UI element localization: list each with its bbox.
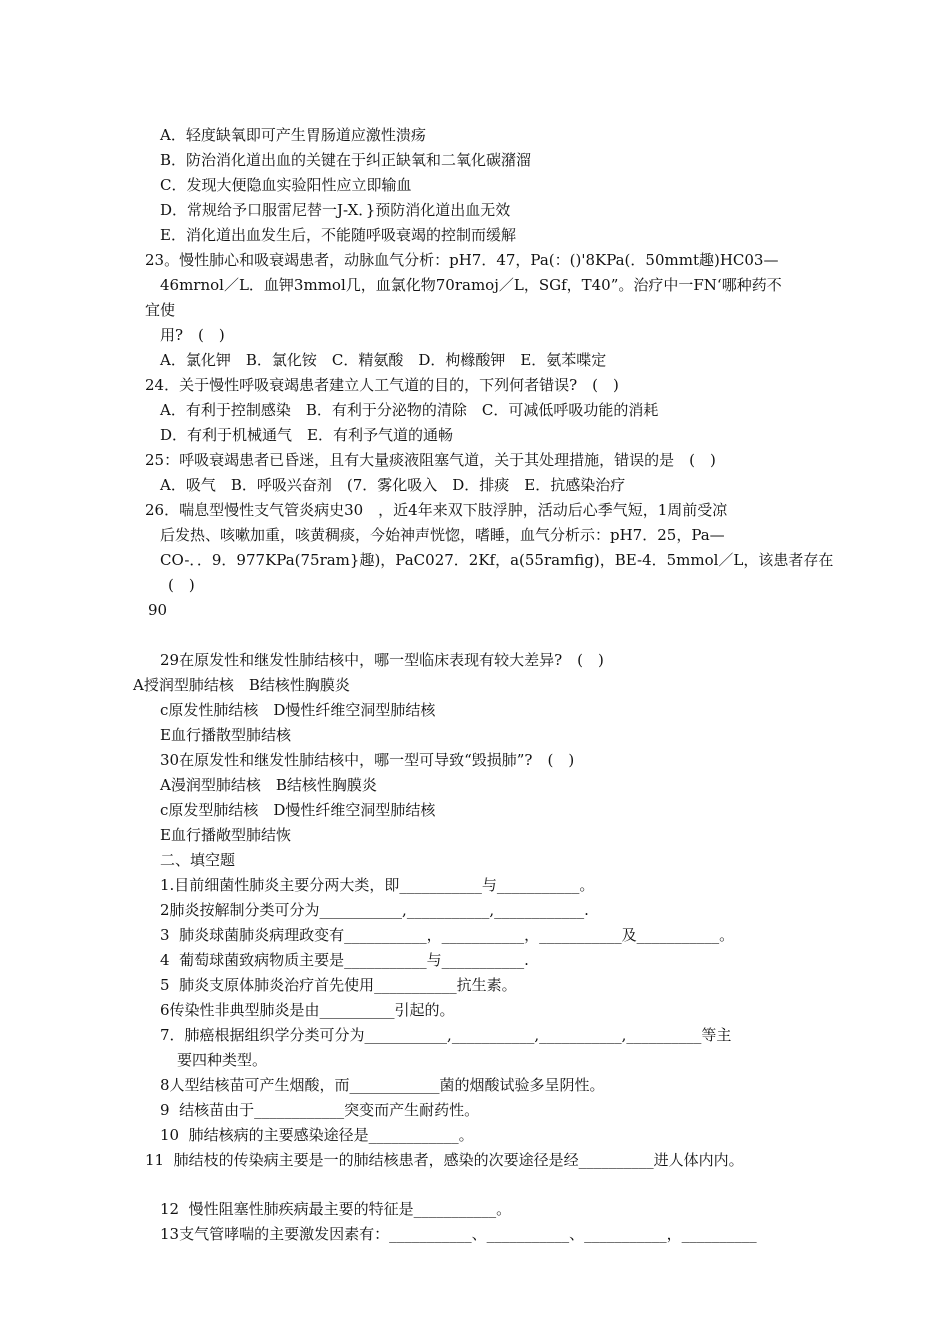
fill-blank-7-cont: 要四种类型。 bbox=[177, 1051, 268, 1069]
fill-blank-9: 9 结核苗由于____________突变而产生耐药性。 bbox=[160, 1101, 480, 1119]
question-29-options: E血行播散型肺结核 bbox=[160, 726, 291, 744]
fill-blank-4: 4 葡萄球菌致病物质主要是___________与___________. bbox=[160, 951, 529, 969]
option-line: B．防治消化道出血的关键在于纠正缺氧和二氧化碳潴溜 bbox=[160, 151, 532, 169]
fill-blank-1: 1.目前细菌性肺炎主要分两大类，即___________与___________。 bbox=[160, 876, 595, 894]
question-29-options: c原发性肺结核 D慢性纤维空洞型肺结核 bbox=[160, 701, 436, 719]
question-30-options: c原发型肺结核 D慢性纤维空洞型肺结核 bbox=[160, 801, 436, 819]
fill-blank-6: 6传染性非典型肺炎是由__________引起的。 bbox=[160, 1001, 455, 1019]
question-24-options: D．有利于机械通气 E．有利予气道的通畅 bbox=[160, 426, 453, 444]
question-24-options: A．有利于控制感染 B．有利于分泌物的清除 C．可减低呼吸功能的消耗 bbox=[160, 401, 659, 419]
fill-blank-2: 2肺炎按解制分类可分为___________,___________,____________. bbox=[160, 901, 589, 919]
fill-blank-3: 3 肺炎球菌肺炎病理政变有___________，___________，___________及___________。 bbox=[160, 926, 735, 944]
option-line: E．消化道出血发生后，不能随呼吸衰竭的控制而缓解 bbox=[160, 226, 516, 244]
question-23: 23。慢性肺心和吸衰竭患者，动脉血气分析：pH7．47，Pa(：()'8KPa(．50mmt趣)HC03— bbox=[145, 251, 779, 269]
option-line: C．发现大便隐血实验阳性应立即输血 bbox=[160, 176, 412, 194]
fill-blank-5: 5 肺炎支原体肺炎治疗首先使用___________抗生素。 bbox=[160, 976, 517, 994]
section-heading: 二、填空题 bbox=[160, 851, 236, 869]
fill-blank-12: 12 慢性阻塞性肺疾病最主要的特征是___________。 bbox=[160, 1200, 512, 1218]
question-26-cont: CO-．．9．977KPa(75ram}趣)，PaC027．2Kf，a(55ramfig)，BE-4．5mmol／L，该患者存在 bbox=[160, 551, 834, 569]
fill-blank-13: 13支气管哮喘的主要激发因素有：___________、___________、___________，__________ bbox=[160, 1225, 757, 1243]
fill-blank-10: 10 肺结核病的主要感染途径是____________。 bbox=[160, 1126, 474, 1144]
fill-blank-7: 7．肺癌根据组织学分类可分为___________,___________,___________,__________等主 bbox=[160, 1026, 732, 1044]
question-29: 29在原发性和继发性肺结核中，哪一型临床表现有较大差异? ( ) bbox=[160, 651, 604, 669]
fill-blank-8: 8人型结核苗可产生烟酸，而____________菌的烟酸试验多呈阴性。 bbox=[160, 1076, 605, 1094]
question-25-options: A．吸气 B．呼吸兴奋剂 (7．雾化吸入 D．排痰 E．抗感染治疗 bbox=[160, 476, 626, 494]
question-26-cont: 后发热、咳嗽加重，咳黄稠痰，今始神声恍惚，嗜睡，血气分析示：pH7．25，Pa— bbox=[160, 526, 725, 544]
option-line: D．常规给予口服雷尼替一J-X．}预防消化道出血无效 bbox=[160, 201, 511, 219]
question-29-options: A授润型肺结核 B结核性胸膜炎 bbox=[133, 676, 350, 694]
question-30-options: A漫润型肺结核 B结核性胸膜炎 bbox=[160, 776, 377, 794]
option-line: A．轻度缺氧即可产生胃肠道应激性溃疡 bbox=[160, 126, 426, 144]
question-30: 30在原发性和继发性肺结核中，哪一型可导致“毁损肺”? ( ) bbox=[160, 751, 575, 769]
question-25: 25：呼吸衰竭患者已昏迷，且有大量痰液阻塞气道，关于其处理措施，错误的是 ( ) bbox=[145, 451, 716, 469]
question-23-cont: 宜使 bbox=[145, 301, 176, 319]
page-number: 90 bbox=[148, 601, 168, 619]
question-23-options: A．氯化钾 B．氯化铵 C．精氨酸 D．枸橼酸钾 E．氨苯喋定 bbox=[160, 351, 607, 369]
question-24: 24．关于慢性呼吸衰竭患者建立人工气道的目的，下列何者错误? ( ) bbox=[145, 376, 619, 394]
question-23-cont: 用? ( ) bbox=[160, 326, 225, 344]
question-26: 26．喘息型慢性支气管炎病史30 ，近4年来双下肢浮肿，活动后心季气短，1周前受凉 bbox=[145, 501, 728, 519]
question-23-cont: 46mrnol／L．血钾3mmol几，血氯化物70ramoj／L，SGf，T40”。治疗中一FN‘哪种药不 bbox=[160, 276, 782, 294]
question-26-cont: ( ) bbox=[168, 576, 195, 594]
question-30-options: E血行播敞型肺结恢 bbox=[160, 826, 291, 844]
fill-blank-11: 11 肺结枝的传染病主要是一的肺结核患者，感染的次要途径是经__________进人体内内。 bbox=[145, 1151, 744, 1169]
